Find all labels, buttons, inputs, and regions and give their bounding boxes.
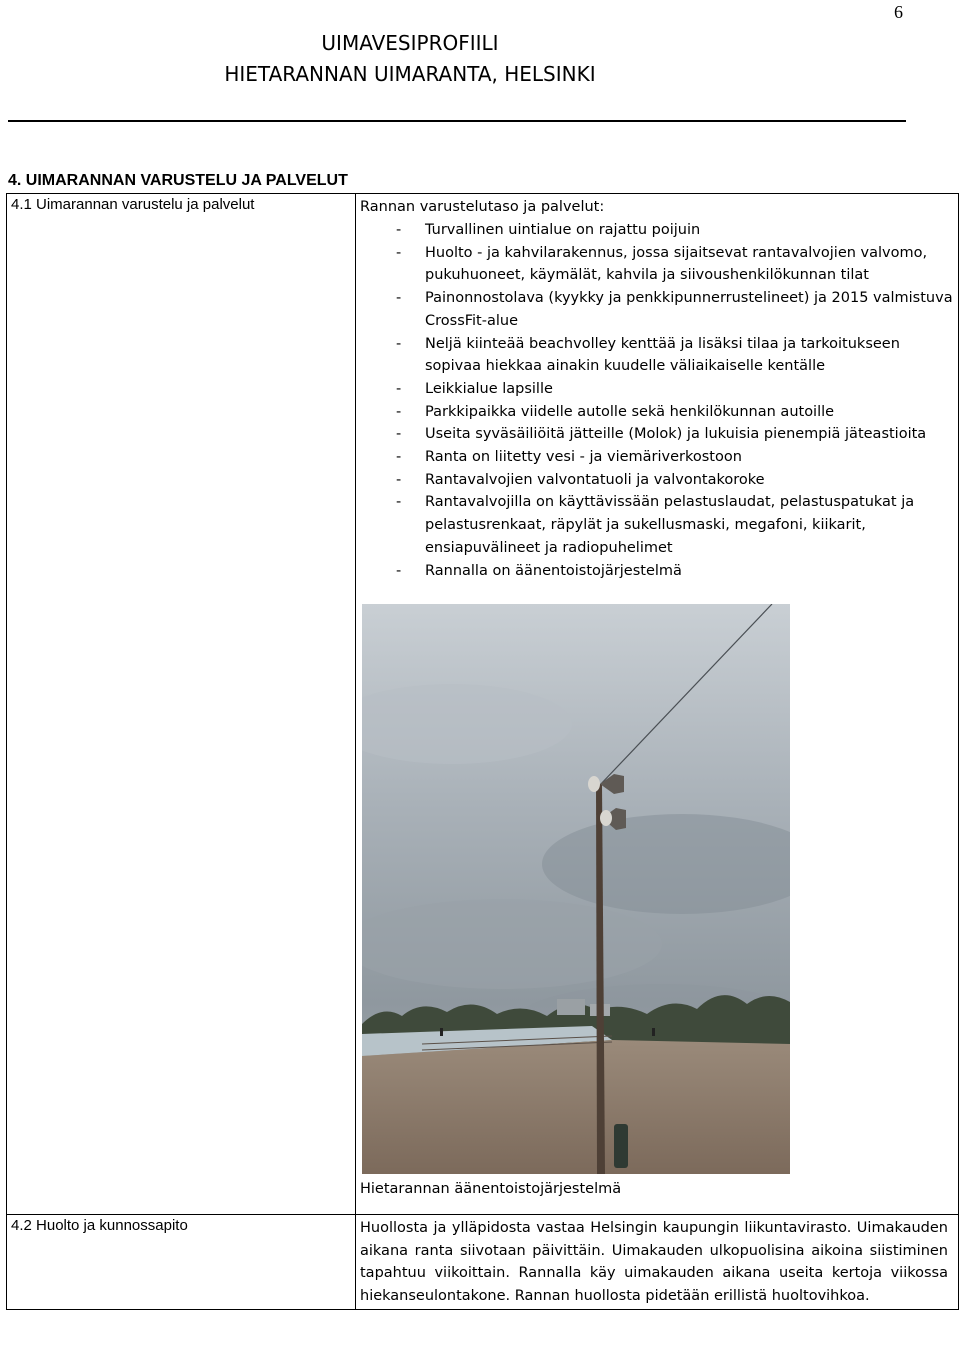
section-heading: 4. UIMARANNAN VARUSTELU JA PALVELUT [8,172,348,189]
list-item: - Leikkialue lapsille [396,380,553,397]
document-header [0,28,820,90]
row-label: 4.2 Huolto ja kunnossapito [7,1215,356,1310]
list-item: - Parkkipaikka viidelle autolle sekä henkilökunnan autoille [396,403,835,420]
row-content [356,194,959,1215]
page-number: 6 [894,2,903,22]
list-item: - Turvallinen uintialue on rajattu poijuin [396,222,701,238]
list-item: - Ranta on liitetty vesi - ja viemäriverkostoon [396,449,742,466]
header-divider [8,120,906,122]
list-intro: Rannan varustelutaso ja palvelut: [360,199,605,215]
photo-caption: Hietarannan äänentoistojärjestelmä [360,1181,622,1198]
loudspeaker-photo [362,604,790,1174]
list-item: - Rantavalvojilla on käyttävissään pelastuslaudat, pelastuspatukat ja pelastusrenkaat, räpylät ja sukellusmaski, megafoni, kiikarit, ensiapuvälineet ja radiopuhelimet [396,494,915,556]
header-title: UIMAVESIPROFIILI [321,31,499,55]
equipment-list [360,219,954,582]
row-label: 4.1 Uimarannan varustelu ja palvelut [7,194,356,1215]
list-item: - Huolto - ja kahvilarakennus, jossa sijaitsevat rantavalvojien valvomo, pukuhuoneet, käymälät, kahvila ja siivoushenkilökunnan tilat [396,244,928,284]
maintenance-text: Huollosta ja ylläpidosta vastaa Helsingin kaupungin liikuntavirasto. Uimakauden aikana ranta siivotaan päivittäin. Uimakauden ulkopuolisina aikoina siistiminen tapahtuu viikoittain. Rannalla käy uimakauden aikana useita kertoja viikossa hiekanseulontakone. Rannan huollosta pidetään erillistä huoltovihkoa. [360,1220,948,1304]
list-item: - Rannalla on äänentoistojärjestelmä [396,562,682,579]
header-subtitle: HIETARANNAN UIMARANTA, HELSINKI [224,62,596,86]
list-item: - Useita syväsäiliöitä jätteille (Molok) ja lukuisia pienempiä jäteastioita [396,426,927,443]
beach-photo-illustration [362,604,790,1174]
services-table [6,193,959,1310]
sand [362,1040,790,1174]
list-item: - Rantavalvojien valvontatuoli ja valvontakoroke [396,471,765,488]
row-content [356,1215,959,1310]
table-row [7,1215,959,1310]
list-item: - Painonnostolava (kyykky ja penkkipunnerrustelineet) ja 2015 valmistuva CrossFit-alue [396,290,953,329]
waste-bin [614,1124,628,1168]
list-item: - Neljä kiinteää beachvolley kenttää ja lisäksi tilaa ja tarkoitukseen sopivaa hiekkaa ainakin kuudelle väliaikaiselle kentälle [396,335,900,375]
table-row [7,194,959,1215]
